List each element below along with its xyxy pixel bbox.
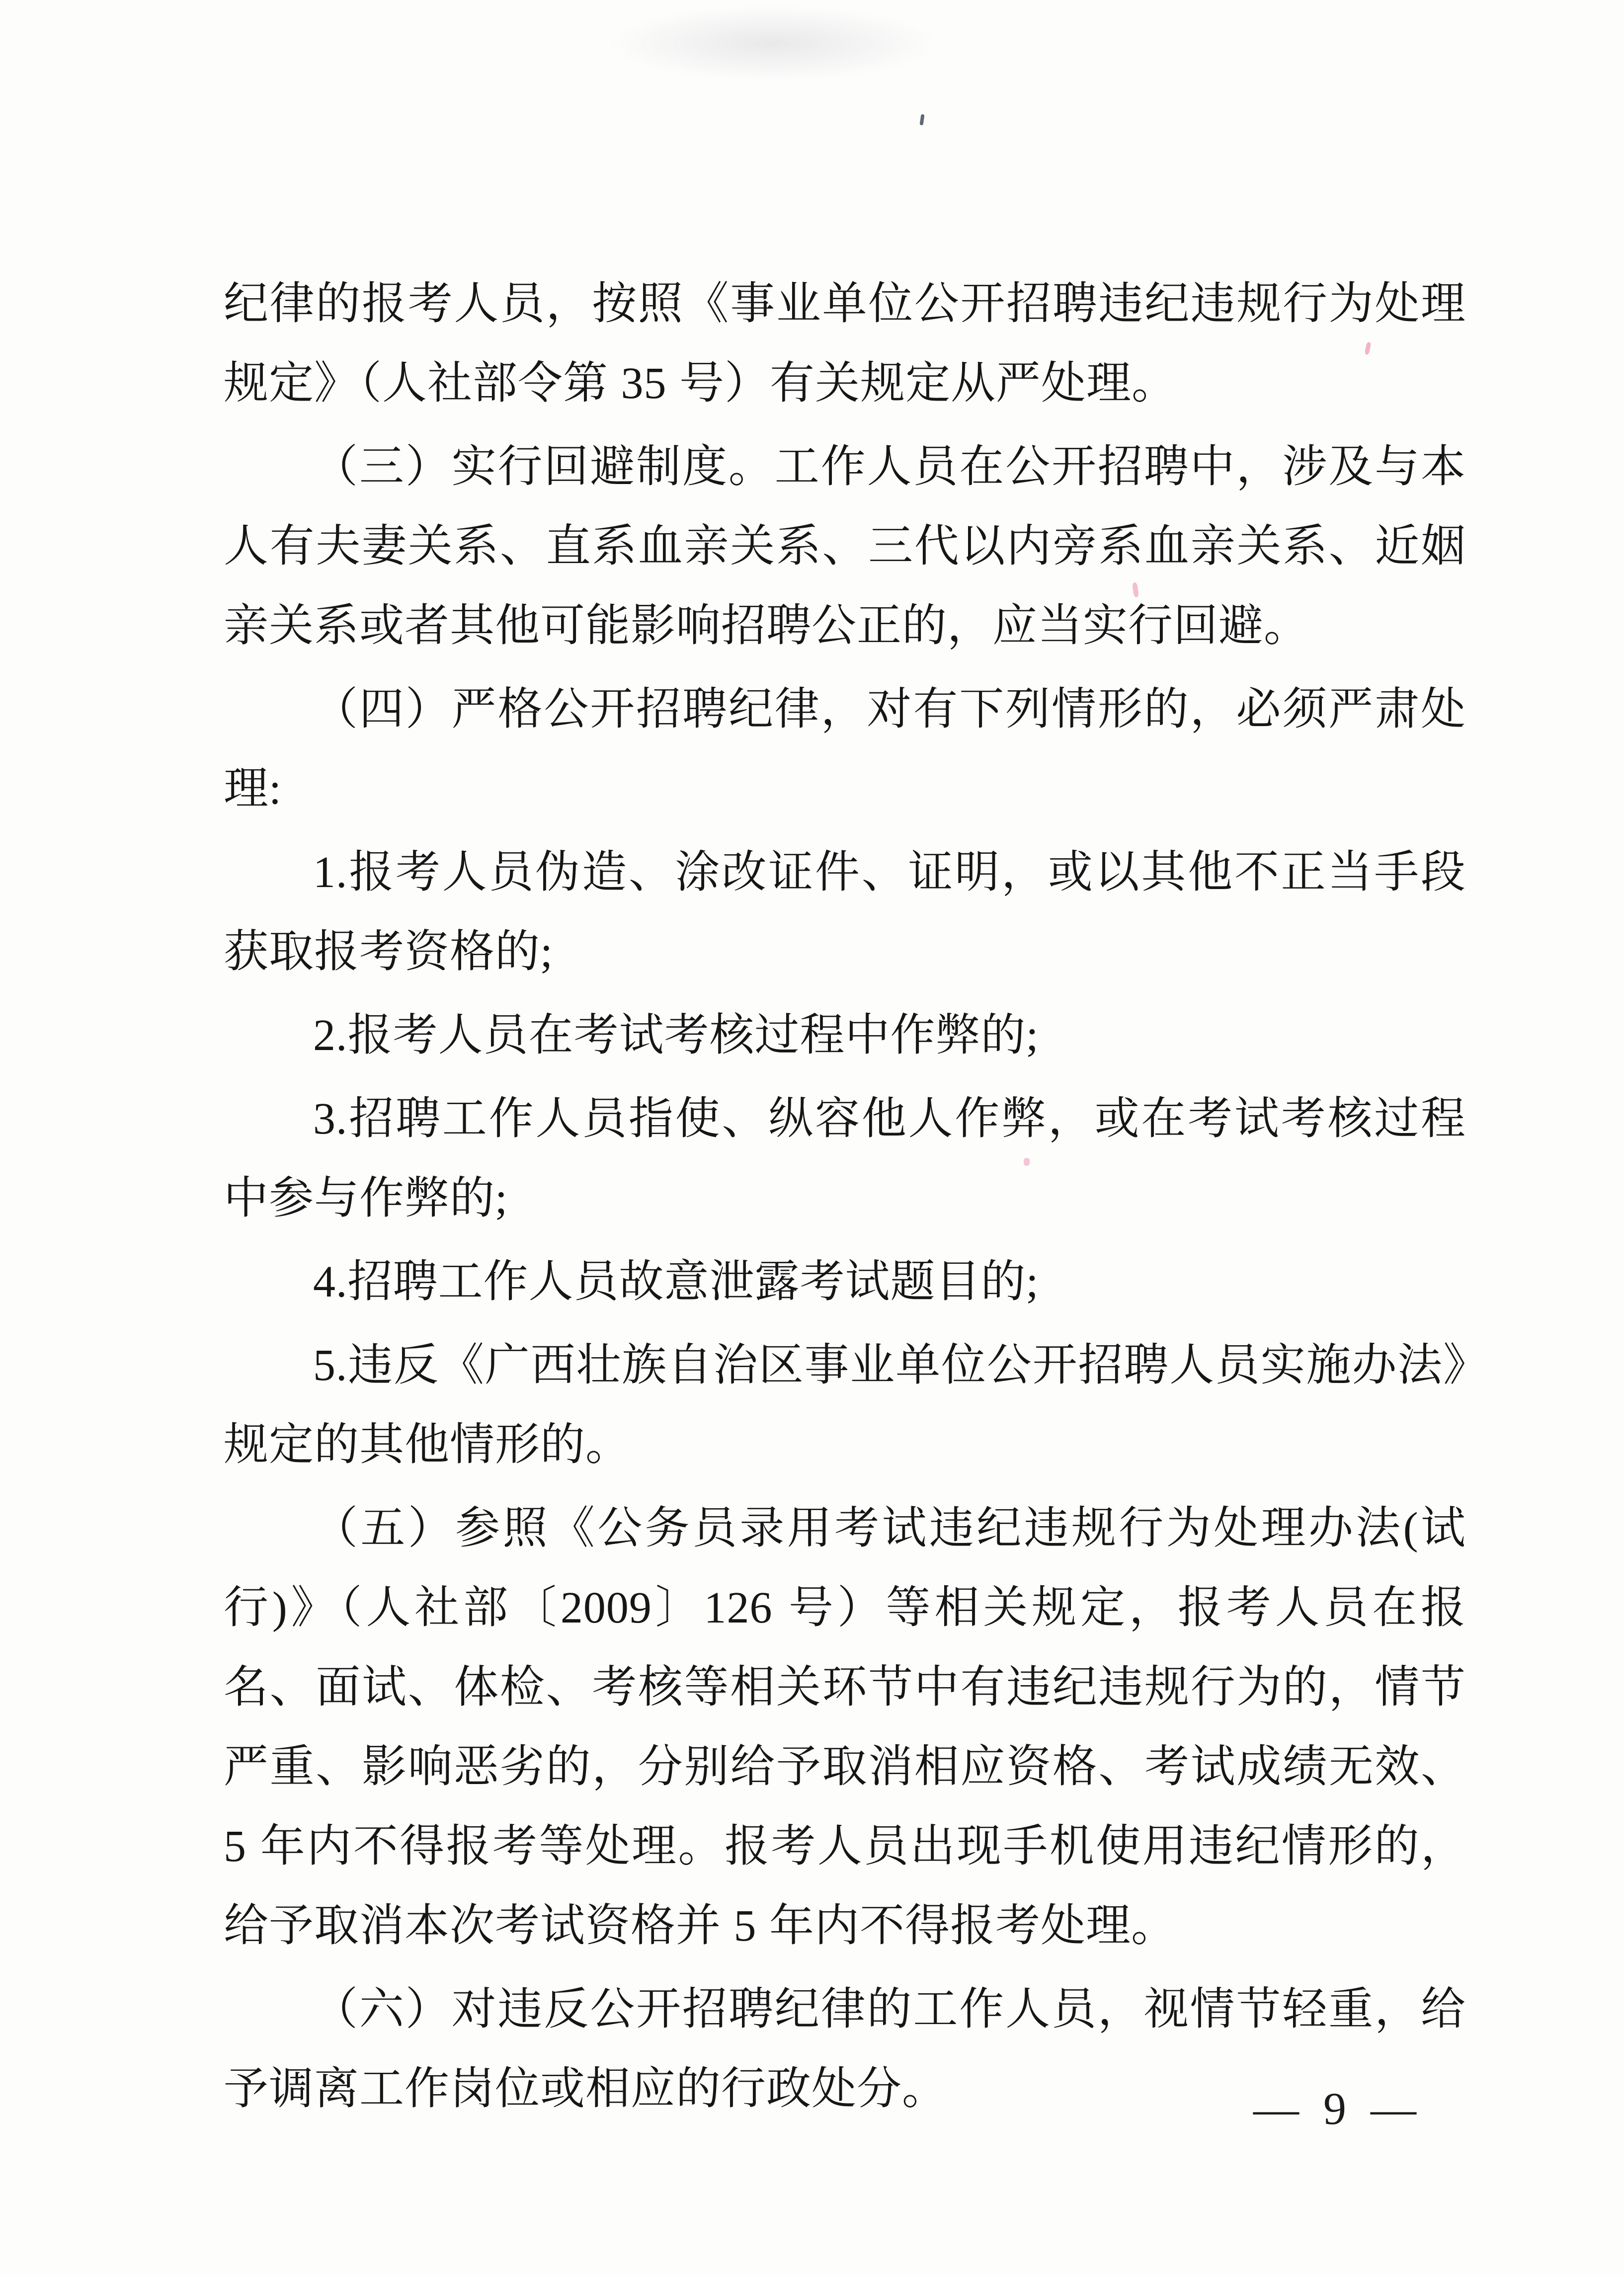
paragraph-item-6: （六）对违反公开招聘纪律的工作人员，视情节轻重，给予调离工作岗位或相应的行政处分。 <box>224 1985 1466 2114</box>
page-number: — 9 — <box>1253 2083 1416 2134</box>
document-text-block <box>224 264 1466 2129</box>
list-item-3: 3.招聘工作人员指使、纵容他人作弊，或在考试考核过程中参与作弊的; <box>224 1094 1466 1223</box>
list-item-4: 4.招聘工作人员故意泄露考试题目的; <box>313 1257 1039 1306</box>
paragraph-item-4: （四）严格公开招聘纪律，对有下列情形的，必须严肃处理: <box>224 685 1466 813</box>
paragraph-item-3: （三）实行回避制度。工作人员在公开招聘中，涉及与本人有夫妻关系、直系血亲关系、三代以内旁系血亲关系、近姻亲关系或者其他可能影响招聘公正的，应当实行回避。 <box>224 442 1466 651</box>
scan-smudge <box>609 6 937 81</box>
paragraph-continuation: 纪律的报考人员，按照《事业单位公开招聘违纪违规行为处理规定》（人社部令第 35 号）有关规定从严处理。 <box>224 279 1466 408</box>
paragraph-item-5: （五）参照《公务员录用考试违纪违规行为处理办法(试行)》（人社部〔2009〕126 号）等相关规定，报考人员在报名、面试、体检、考核等相关环节中有违纪违规行为的，情节严重、影响恶劣的，分别给予取消相应资格、考试成绩无效、5 年内不得报考等处理。报考人员出现手机使用违纪情形的，给予取消本次考试资格并 5 年内不得报考处理。 <box>224 1504 1466 1951</box>
list-item-5: 5.违反《广西壮族自治区事业单位公开招聘人员实施办法》规定的其他情形的。 <box>224 1341 1466 1469</box>
list-item-1: 1.报考人员伪造、涂改证件、证明，或以其他不正当手段获取报考资格的; <box>224 848 1466 976</box>
list-item-2: 2.报考人员在考试考核过程中作弊的; <box>313 1011 1039 1060</box>
scan-tick-artifact <box>920 114 925 126</box>
